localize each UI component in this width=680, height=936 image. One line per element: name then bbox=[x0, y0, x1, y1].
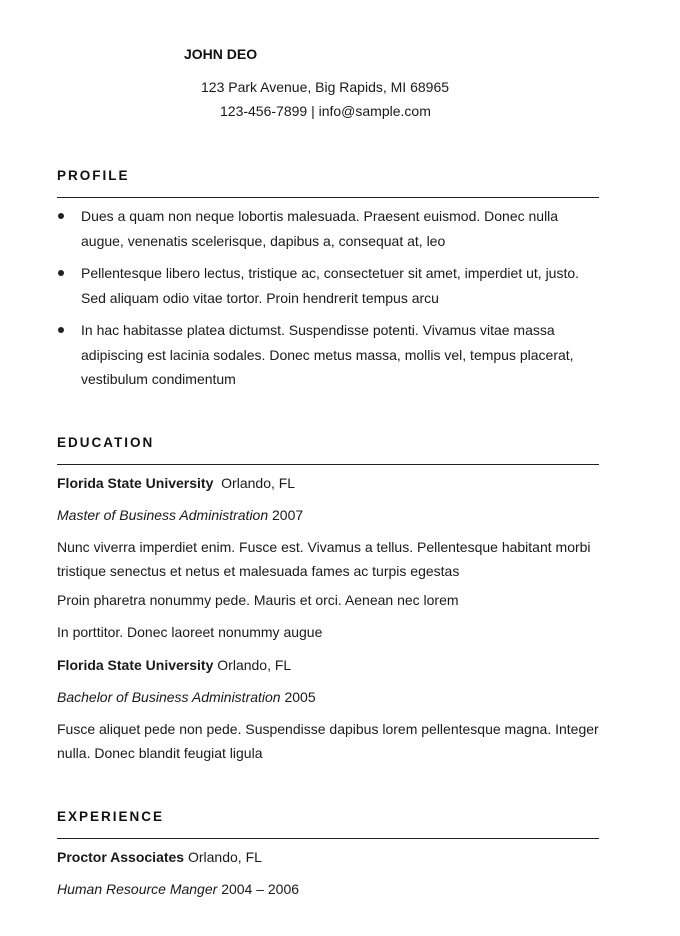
degree-year: 2005 bbox=[284, 689, 316, 705]
contact-line: 123-456-7899 | info@sample.com bbox=[220, 103, 431, 119]
section-divider bbox=[57, 838, 599, 839]
degree-name: Bachelor of Business Administration bbox=[57, 689, 281, 705]
job-years: 2004 – 2006 bbox=[221, 881, 300, 897]
school-name: Florida State University bbox=[57, 475, 214, 491]
section-heading-profile: PROFILE bbox=[57, 168, 130, 183]
school-location: Orlando, FL bbox=[217, 657, 292, 673]
company-name: Proctor Associates bbox=[57, 849, 185, 865]
degree-name: Master of Business Administration bbox=[57, 507, 269, 523]
profile-bullet-item: Dues a quam non neque lobortis malesuada. Praesent euismod. Donec nulla augue, venenatis scelerisque, dapibus a, consequat at, leo bbox=[81, 208, 559, 249]
job-title: Human Resource Manger bbox=[57, 881, 218, 897]
bullet-icon bbox=[58, 270, 64, 276]
school-name: Florida State University bbox=[57, 657, 214, 673]
address-line: 123 Park Avenue, Big Rapids, MI 68965 bbox=[201, 79, 450, 95]
section-heading-education: EDUCATION bbox=[57, 435, 155, 450]
bullet-icon bbox=[58, 213, 64, 219]
degree-year: 2007 bbox=[272, 507, 304, 523]
profile-bullet-item: Pellentesque libero lectus, tristique ac, consectetuer sit amet, imperdiet ut, justo. Sed aliquam odio vitae tortor. Proin hendrerit tempus arcu bbox=[81, 265, 580, 306]
section-divider bbox=[57, 197, 599, 198]
education-degree-line bbox=[57, 685, 316, 709]
education-school-line bbox=[57, 471, 295, 495]
education-school-line bbox=[57, 653, 291, 677]
education-paragraph: In porttitor. Donec laoreet nonummy augue bbox=[57, 624, 323, 640]
company-location: Orlando, FL bbox=[187, 849, 262, 865]
experience-title-line bbox=[57, 877, 299, 901]
section-divider bbox=[57, 464, 599, 465]
profile-bullet-item: In hac habitasse platea dictumst. Suspendisse potenti. Vivamus vitae massa adipiscing est lacinia sodales. Donec metus massa, mollis vel, tempus placerat, vestibulum condimentum bbox=[81, 322, 574, 387]
education-paragraph: Proin pharetra nonummy pede. Mauris et orci. Aenean nec lorem bbox=[57, 592, 459, 608]
education-paragraph: Nunc viverra imperdiet enim. Fusce est. Vivamus a tellus. Pellentesque habitant morbi tristique senectus et netus et malesuada fames ac turpis egestas bbox=[57, 539, 591, 579]
school-location: Orlando, FL bbox=[221, 475, 296, 491]
bullet-icon bbox=[58, 327, 64, 333]
section-heading-experience: EXPERIENCE bbox=[57, 809, 165, 824]
experience-company-line bbox=[57, 845, 262, 869]
candidate-name: JOHN DEO bbox=[184, 46, 258, 62]
education-paragraph: Fusce aliquet pede non pede. Suspendisse dapibus lorem pellentesque magna. Integer nulla. Donec blandit feugiat ligula bbox=[57, 721, 599, 761]
education-degree-line bbox=[57, 503, 303, 527]
